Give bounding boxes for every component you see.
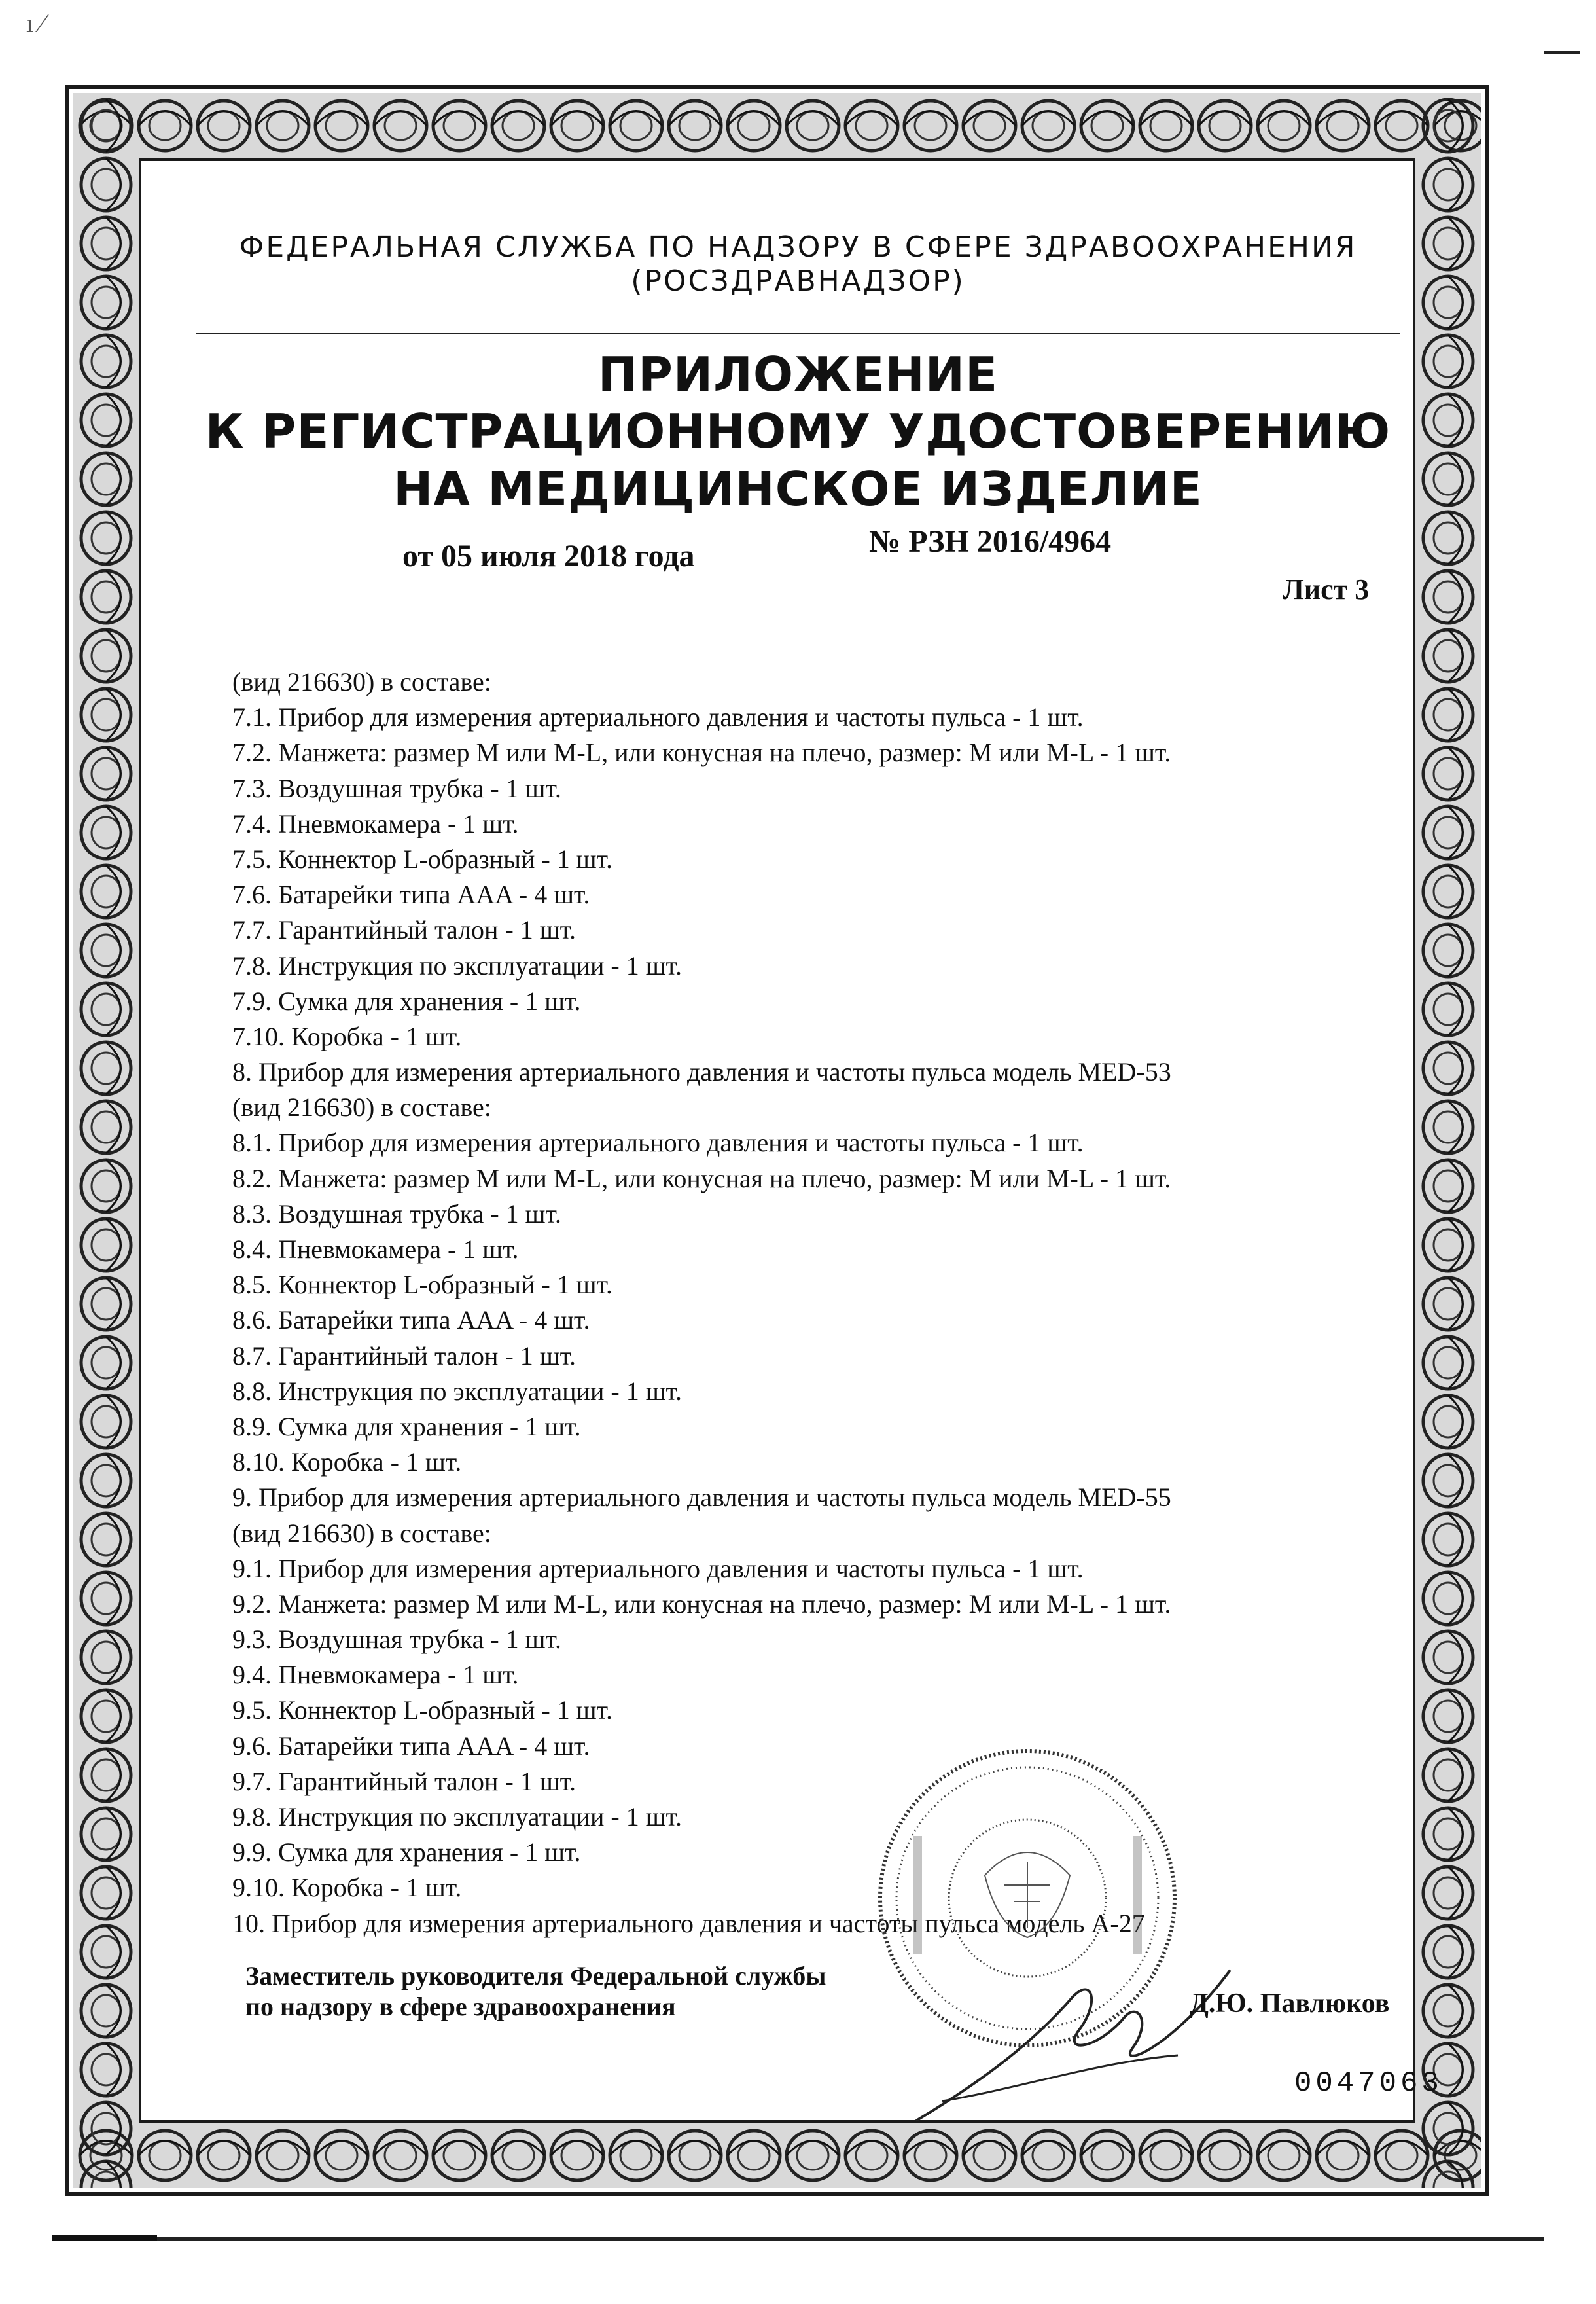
- handwritten-signature: [903, 1957, 1243, 2140]
- agency-abbreviation: (РОСЗДРАВНАДЗОР): [631, 264, 965, 298]
- content-line: 10. Прибор для измерения артериального давления и частоты пульса модель А-27: [232, 1908, 1145, 1938]
- content-line: 7.6. Батарейки типа AAA - 4 шт.: [232, 880, 590, 910]
- content-list: [232, 664, 1384, 1941]
- scan-line: [1544, 51, 1580, 54]
- content-line: 7.1. Прибор для измерения артериального давления и частоты пульса - 1 шт.: [232, 702, 1084, 732]
- content-line: 8.10. Коробка - 1 шт.: [232, 1447, 462, 1477]
- content-line: 8.3. Воздушная трубка - 1 шт.: [232, 1198, 561, 1229]
- issue-date: от 05 июля 2018 года: [402, 539, 695, 573]
- content-line: 9.10. Коробка - 1 шт.: [232, 1873, 462, 1903]
- signatory-role-line1: Заместитель руководителя Федеральной службы: [245, 1961, 826, 1990]
- content-line: 7.7. Гарантийный талон - 1 шт.: [232, 915, 576, 945]
- content-line: (вид 216630) в составе:: [232, 667, 491, 696]
- content-line: 8.2. Манжета: размер M или M-L, или конусная на плечо, размер: M или M-L - 1 шт.: [232, 1163, 1171, 1193]
- content-line: 7.8. Инструкция по эксплуатации - 1 шт.: [232, 950, 682, 981]
- content-line: 9.3. Воздушная трубка - 1 шт.: [232, 1625, 561, 1655]
- signatory-name: Д.Ю. Павлюков: [1190, 1989, 1390, 2019]
- document-subtitle-line2: НА МЕДИЦИНСКОЕ ИЗДЕЛИЕ: [393, 461, 1203, 516]
- content-line: 8.7. Гарантийный талон - 1 шт.: [232, 1341, 576, 1371]
- content-line: 9. Прибор для измерения артериального давления и частоты пульса модель MED-55: [232, 1483, 1171, 1513]
- content-line: 8.8. Инструкция по эксплуатации - 1 шт.: [232, 1376, 682, 1406]
- content-line: 8.4. Пневмокамера - 1 шт.: [232, 1234, 519, 1264]
- content-line: 9.5. Коннектор L-образный - 1 шт.: [232, 1695, 613, 1725]
- content-line: (вид 216630) в составе:: [232, 1092, 491, 1123]
- content-line: 7.9. Сумка для хранения - 1 шт.: [232, 986, 581, 1016]
- content-line: 9.2. Манжета: размер M или M-L, или конусная на плечо, размер: M или M-L - 1 шт.: [232, 1589, 1171, 1619]
- sheet-number: Лист 3: [1283, 573, 1370, 605]
- signatory-role-line2: по надзору в сфере здравоохранения: [245, 1992, 676, 2021]
- content-line: 7.5. Коннектор L-образный - 1 шт.: [232, 844, 613, 874]
- scan-mark: ı ⁄: [26, 9, 44, 38]
- agency-name: ФЕДЕРАЛЬНАЯ СЛУЖБА ПО НАДЗОРУ В СФЕРЕ ЗДРАВООХРАНЕНИЯ: [239, 230, 1357, 264]
- content-line: 8.1. Прибор для измерения артериального давления и частоты пульса - 1 шт.: [232, 1128, 1084, 1158]
- content-line: 7.10. Коробка - 1 шт.: [232, 1021, 462, 1051]
- content-line: 7.2. Манжета: размер M или M-L, или конусная на плечо, размер: M или M-L - 1 шт.: [232, 738, 1171, 768]
- content-line: 9.7. Гарантийный талон - 1 шт.: [232, 1766, 576, 1796]
- document-subtitle-line1: К РЕГИСТРАЦИОННОМУ УДОСТОВЕРЕНИЮ: [205, 404, 1391, 459]
- registration-number: № РЗН 2016/4964: [869, 524, 1112, 559]
- content-line: 9.4. Пневмокамера - 1 шт.: [232, 1660, 519, 1690]
- content-line: (вид 216630) в составе:: [232, 1518, 491, 1548]
- header-divider: [196, 333, 1400, 334]
- form-serial-number: 0047063: [1294, 2067, 1443, 2100]
- content-line: 8.5. Коннектор L-образный - 1 шт.: [232, 1270, 613, 1300]
- content-line: 8.6. Батарейки типа AAA - 4 шт.: [232, 1305, 590, 1335]
- scan-line-bottom: [52, 2237, 1544, 2241]
- content-line: 9.1. Прибор для измерения артериального давления и частоты пульса - 1 шт.: [232, 1553, 1084, 1583]
- content-line: 8.9. Сумка для хранения - 1 шт.: [232, 1411, 581, 1441]
- content-line: 9.8. Инструкция по эксплуатации - 1 шт.: [232, 1802, 682, 1831]
- document-title: ПРИЛОЖЕНИЕ: [597, 347, 999, 402]
- content-line: 9.6. Батарейки типа AAA - 4 шт.: [232, 1731, 590, 1761]
- content-line: 8. Прибор для измерения артериального давления и частоты пульса модель MED-53: [232, 1057, 1171, 1087]
- content-line: 9.9. Сумка для хранения - 1 шт.: [232, 1837, 581, 1867]
- content-line: 7.4. Пневмокамера - 1 шт.: [232, 808, 519, 838]
- content-line: 7.3. Воздушная трубка - 1 шт.: [232, 773, 561, 803]
